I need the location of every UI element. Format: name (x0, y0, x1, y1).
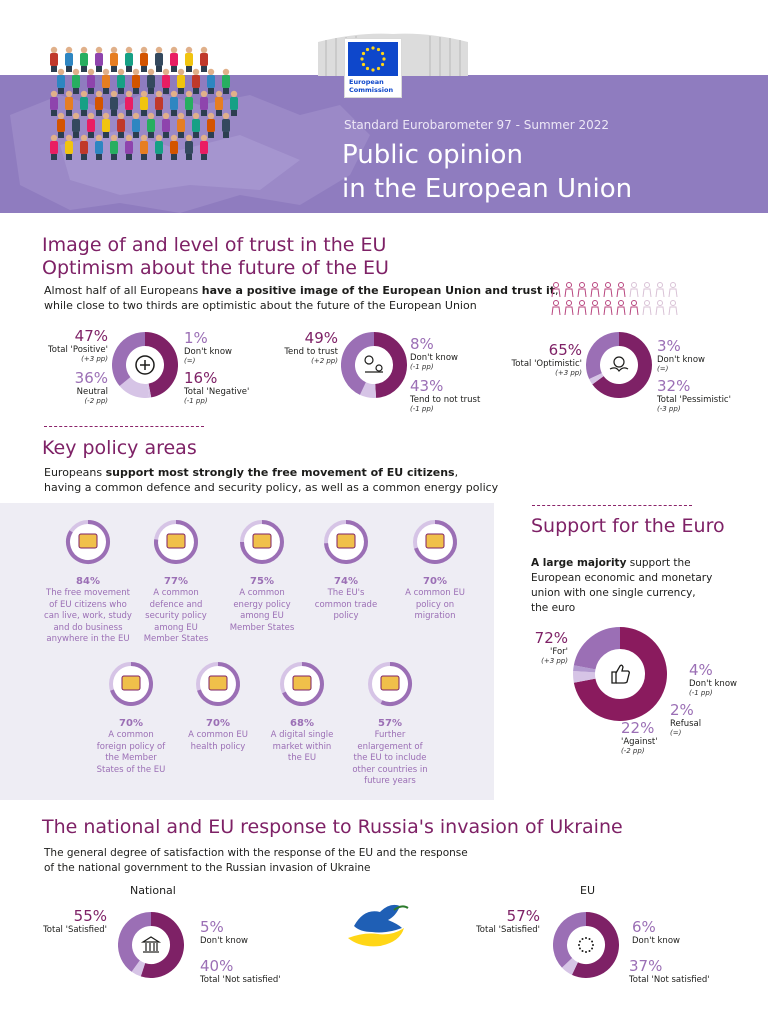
eu-dont-know-label: Don't know (632, 936, 680, 946)
policy-item (40, 518, 136, 646)
policy-item (214, 518, 310, 634)
policy-item-description-line: of EU citizens who (49, 599, 127, 610)
policy-item-description-line: A digital single (270, 730, 334, 740)
policy-item-description (342, 730, 438, 788)
logo-text-european: European (349, 78, 384, 86)
eu-heading: EU (580, 884, 596, 897)
policy-item-description-line: the Member (105, 753, 157, 763)
policy-item-pct: 84% (76, 576, 100, 587)
policy-item-description-line: and do business (53, 622, 123, 633)
trust-tend-to-trust (272, 330, 338, 366)
policy-item-pct: 68% (290, 718, 314, 729)
euro-dont-know (689, 662, 737, 698)
euro-against (621, 720, 658, 756)
national-satisfied (40, 908, 107, 935)
eu-satisfied (470, 908, 540, 935)
ukraine-intro-line-2: of the national government to the Russian invasion of Ukraine (44, 862, 371, 874)
policy-item-description-line: common trade (314, 599, 378, 610)
national-dont-know-pct: 5% (200, 918, 224, 936)
section-title-line-1: Image of and level of trust in the EU (42, 234, 387, 256)
policy-item-description-line: Member States (143, 634, 209, 644)
ukraine-intro (44, 846, 468, 876)
crowd-illustration (40, 40, 255, 175)
policy-item (387, 518, 483, 623)
eu-dont-know-pct: 6% (632, 918, 656, 936)
eu-not-satisfied (629, 958, 710, 985)
euro-dont-know-label: Don't know (689, 679, 737, 689)
image-negative-pct: 16% (184, 369, 218, 387)
policy-item-description-line: can live, work, study (44, 611, 132, 621)
section-title-euro: Support for the Euro (531, 515, 725, 537)
optimistic-label: Total 'Optimistic' (511, 359, 582, 369)
policy-item-description-line: health policy (190, 741, 246, 752)
donut-slice (595, 376, 597, 380)
optimism-dont-know-change: (=) (657, 365, 669, 373)
optimism-dont-know-pct: 3% (657, 337, 681, 355)
policy-item-description (83, 730, 179, 776)
donut-slice (363, 389, 376, 391)
national-dont-know (200, 919, 248, 946)
pessimistic-label: Total 'Pessimistic' (657, 395, 731, 405)
policy-intro-punct: , (454, 466, 459, 479)
optimism-pessimistic (657, 378, 731, 414)
policy-item-description-line: A common (239, 588, 285, 598)
policy-item-description (298, 588, 394, 623)
intro-text: Almost half of all Europeans (44, 284, 202, 297)
euro-refusal-pct: 2% (670, 701, 694, 719)
policy-item-description-line: market within (272, 741, 332, 752)
policy-item-description-line: A common (108, 730, 154, 740)
donut-slice (584, 672, 585, 681)
policy-item-description-line: A common EU (188, 730, 248, 740)
section-title-line-2: Optimism about the future of the EU (42, 257, 389, 279)
euro-for-pct: 72% (534, 629, 568, 647)
section-title-ukraine: The national and EU response to Russia's invasion of Ukraine (42, 816, 623, 838)
national-satisfied-label: Total 'Satisfied' (43, 925, 107, 935)
defence-icon (152, 518, 200, 566)
donut-slice (584, 667, 585, 671)
not-trust-change: (-1 pp) (410, 405, 434, 413)
optimism-dont-know-label: Don't know (657, 355, 705, 365)
trust-tend-not-trust (410, 378, 480, 414)
policy-item (128, 518, 224, 646)
policy-item-description (387, 588, 483, 623)
policy-item-description (214, 588, 310, 634)
euro-refusal (670, 702, 701, 738)
pessimistic-pct: 32% (657, 377, 691, 395)
eu-satisfied-pct: 57% (506, 907, 540, 925)
image-trust-intro (44, 283, 559, 313)
policy-item (298, 518, 394, 623)
euro-dont-know-change: (-1 pp) (689, 689, 713, 697)
policy-item-description-line: migration (414, 611, 456, 621)
euro-intro-line-4: the euro (531, 602, 576, 614)
people-pictogram-icon (548, 280, 683, 318)
policy-intro-text: Europeans (44, 466, 106, 479)
euro-against-pct: 22% (621, 719, 655, 737)
donut-slice (136, 966, 143, 970)
image-neutral-change: (-2 pp) (84, 397, 108, 405)
free-movement-icon (64, 518, 112, 566)
policy-item-description-line: security policy (145, 611, 207, 621)
trade-icon (322, 518, 370, 566)
policy-item-description-line: future years (364, 776, 416, 786)
policy-item-description-line: Further (374, 730, 406, 740)
page-title-line-1: Public opinion (342, 140, 523, 170)
policy-item (254, 660, 350, 765)
image-dont-know-change: (=) (184, 357, 196, 365)
policy-item-description-line: the EU (287, 753, 317, 763)
image-positive-label: Total 'Positive' (48, 345, 108, 355)
trust-change: (+2 pp) (311, 357, 338, 365)
policy-item-description (254, 730, 350, 765)
page-title-line-2: in the European Union (342, 174, 633, 204)
trust-pct: 49% (304, 329, 338, 347)
image-neutral-label: Neutral (76, 387, 108, 397)
image-negative-label: Total 'Negative' (184, 387, 250, 397)
image-negative (184, 370, 249, 406)
policy-item-description-line: A common (153, 588, 199, 598)
image-positive-change: (+3 pp) (81, 355, 108, 363)
image-dont-know (184, 330, 232, 366)
digital-market-icon (278, 660, 326, 708)
euro-intro (531, 556, 712, 616)
not-trust-pct: 43% (410, 377, 444, 395)
image-positive (44, 328, 108, 364)
thumbs-up-icon (603, 657, 637, 691)
policy-item-description-line: defence and (149, 599, 203, 610)
policy-item-description (40, 588, 136, 646)
eu-not-satisfied-pct: 37% (629, 957, 663, 975)
optimism-hands-icon (608, 354, 630, 376)
optimistic-pct: 65% (548, 341, 582, 359)
divider (44, 426, 204, 427)
section-title-policy: Key policy areas (42, 437, 197, 459)
euro-intro-line-1: support the (626, 557, 691, 569)
policy-item (83, 660, 179, 776)
euro-dont-know-pct: 4% (689, 661, 713, 679)
eu-stars-icon (575, 934, 597, 956)
national-dont-know-label: Don't know (200, 936, 248, 946)
national-not-satisfied (200, 958, 281, 985)
national-heading: National (130, 884, 176, 897)
policy-item-pct: 75% (250, 576, 274, 587)
peace-dove-icon (340, 898, 412, 956)
european-commission-logo (344, 38, 402, 98)
national-not-satisfied-pct: 40% (200, 957, 234, 975)
ukraine-intro-line-1: The general degree of satisfaction with the response of the EU and the response (44, 847, 468, 859)
national-not-satisfied-label: Total 'Not satisfied' (200, 975, 281, 985)
policy-item-pct: 74% (334, 576, 358, 587)
policy-item-description (128, 588, 224, 646)
page-title (342, 138, 742, 206)
policy-item-description-line: The free movement (46, 588, 130, 598)
policy-item-description-line: States of the EU (96, 764, 166, 775)
policy-item-description-line: foreign policy of (96, 741, 166, 752)
health-icon (194, 660, 242, 708)
optimism-dont-know (657, 338, 705, 374)
trust-dont-know-pct: 8% (410, 335, 434, 353)
intro-punct: , (555, 284, 559, 297)
euro-against-change: (-2 pp) (621, 747, 645, 755)
policy-item-description-line: enlargement of (357, 741, 423, 752)
plus-circle-icon (134, 354, 156, 376)
policy-item-description-line: among EU (154, 622, 198, 633)
section-title-image-trust (42, 234, 389, 280)
eu-dont-know (632, 919, 680, 946)
euro-for-change: (+3 pp) (541, 657, 568, 665)
policy-item-pct: 57% (378, 718, 402, 729)
eu-flag-icon (348, 42, 398, 76)
energy-icon (238, 518, 286, 566)
policy-item-description-line: other countries in (352, 764, 428, 775)
logo-text-commission: Commission (349, 86, 394, 94)
policy-item-pct: 70% (119, 718, 143, 729)
euro-for (530, 630, 568, 666)
image-dont-know-label: Don't know (184, 347, 232, 357)
donut-slice (567, 963, 575, 969)
policy-item (342, 660, 438, 788)
migration-icon (411, 518, 459, 566)
policy-intro (44, 465, 498, 495)
euro-refusal-label: Refusal (670, 719, 702, 729)
intro-line-2: while close to two thirds are optimistic about the future of the European Union (44, 299, 477, 312)
policy-item-description-line: the EU to include (353, 753, 427, 763)
euro-intro-line-3: union with one single currency, (531, 587, 696, 599)
image-negative-change: (-1 pp) (184, 397, 208, 405)
policy-item-description-line: anywhere in the EU (46, 634, 130, 644)
euro-for-label: 'For' (550, 647, 568, 657)
euro-intro-bold: A large majority (531, 557, 627, 569)
policy-item (170, 660, 266, 753)
trust-dont-know-change: (-1 pp) (410, 363, 434, 371)
policy-item-description-line: A common EU (405, 588, 465, 598)
not-trust-label: Tend to not trust (410, 395, 481, 405)
header-subtitle: Standard Eurobarometer 97 - Summer 2022 (344, 118, 609, 132)
policy-intro-line-2: having a common defence and security policy, as well as a common energy policy (44, 481, 499, 494)
policy-item-description-line: energy policy (233, 599, 291, 610)
policy-intro-bold: support most strongly the free movement of EU citizens (105, 466, 455, 479)
government-building-icon (140, 934, 162, 956)
euro-against-label: 'Against' (621, 737, 658, 747)
eu-not-satisfied-label: Total 'Not satisfied' (629, 975, 710, 985)
foreign-policy-icon (107, 660, 155, 708)
optimistic-change: (+3 pp) (555, 369, 582, 377)
donut-slice (125, 382, 148, 391)
euro-refusal-change: (=) (670, 729, 682, 737)
policy-item-description-line: among EU (240, 611, 284, 621)
enlargement-icon (366, 660, 414, 708)
trust-label: Tend to trust (284, 347, 338, 357)
policy-item-description-line: Member States (229, 622, 295, 633)
euro-intro-line-2: European economic and monetary (531, 572, 713, 584)
image-positive-pct: 47% (74, 327, 108, 345)
eu-satisfied-label: Total 'Satisfied' (476, 925, 540, 935)
policy-item-description-line: policy on (415, 599, 455, 610)
image-neutral (44, 370, 108, 406)
policy-item-description-line: policy (333, 611, 359, 621)
trust-scale-icon (362, 353, 386, 377)
image-dont-know-pct: 1% (184, 329, 208, 347)
intro-bold-text: have a positive image of the European Union and trust it (201, 284, 555, 297)
optimism-optimistic (506, 342, 582, 378)
policy-item-pct: 77% (164, 576, 188, 587)
pessimistic-change: (-3 pp) (657, 405, 681, 413)
divider (532, 505, 692, 506)
policy-item-pct: 70% (423, 576, 447, 587)
trust-dont-know (410, 336, 458, 372)
national-satisfied-pct: 55% (73, 907, 107, 925)
trust-dont-know-label: Don't know (410, 353, 458, 363)
policy-item-pct: 70% (206, 718, 230, 729)
image-neutral-pct: 36% (74, 369, 108, 387)
policy-item-description (170, 730, 266, 753)
policy-item-description-line: The EU's (327, 588, 365, 598)
